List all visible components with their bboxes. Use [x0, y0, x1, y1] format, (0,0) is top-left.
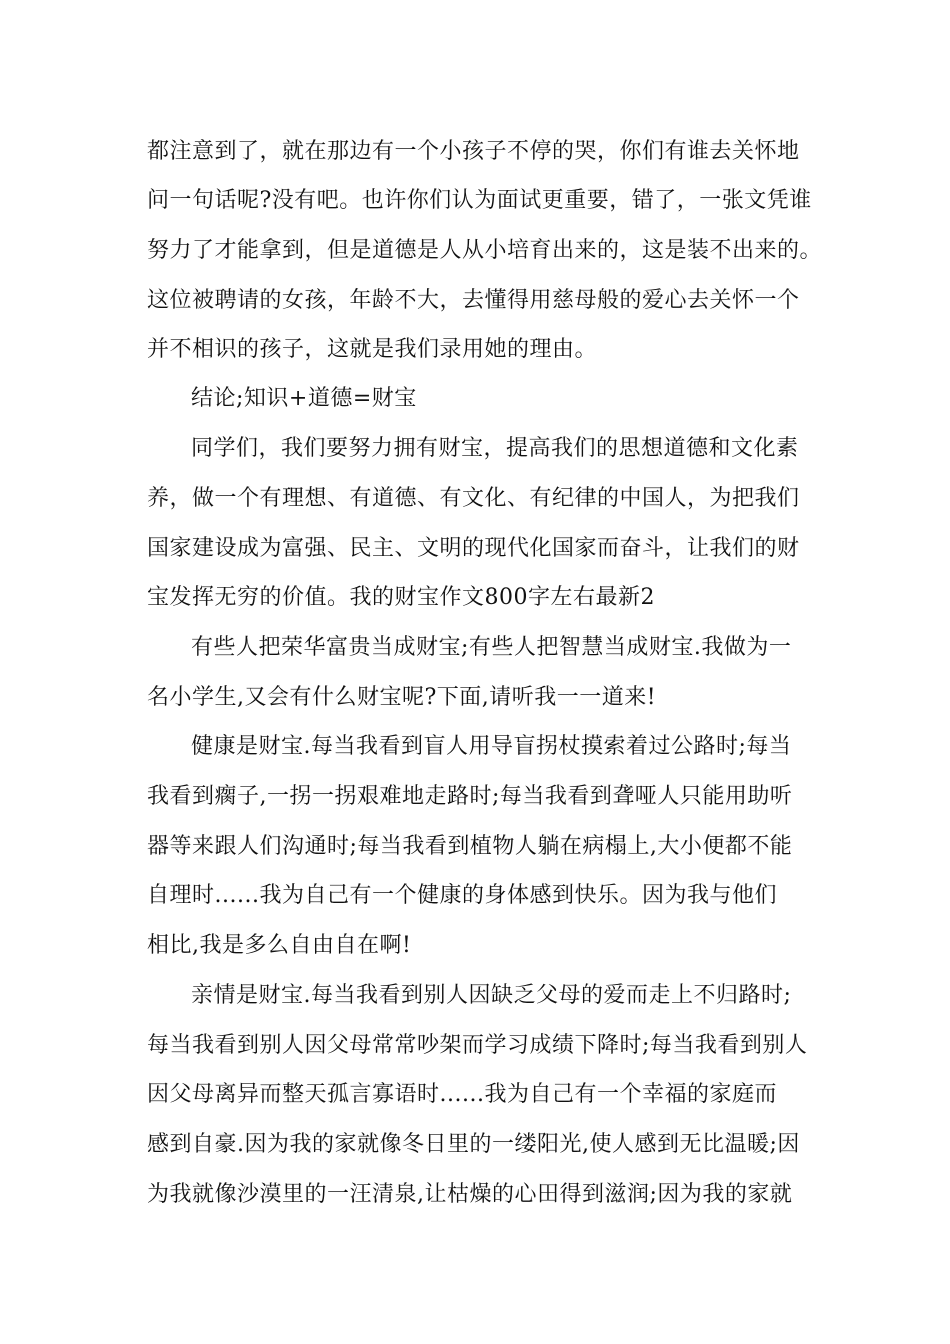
text-line: 健康是财宝.每当我看到盲人用导盲拐杖摸索着过公路时;每当: [191, 734, 792, 759]
text-line: 同学们，我们要努力拥有财宝，提高我们的思想道德和文化素: [191, 436, 799, 461]
conclusion-line: 结论;知识+道德=财宝: [191, 386, 417, 411]
text-line: 这位被聘请的女孩，年龄不大，去懂得用慈母般的爱心去关怀一个: [147, 288, 800, 313]
text-line: 都注意到了，就在那边有一个小孩子不停的哭，你们有谁去关怀地: [147, 139, 800, 164]
text-line: 亲情是财宝.每当我看到别人因缺乏父母的爱而走上不归路时;: [191, 983, 792, 1008]
text-line: 宝发挥无穷的价值。我的财宝作文800字左右最新2: [147, 585, 655, 610]
text-line: 感到自豪.因为我的家就像冬日里的一缕阳光,使人感到无比温暖;因: [147, 1132, 800, 1157]
text-line: 为我就像沙漠里的一汪清泉,让枯燥的心田得到滋润;因为我的家就: [147, 1182, 793, 1207]
text-line: 因父母离异而整天孤言寡语时......我为自己有一个幸福的家庭而: [147, 1082, 777, 1107]
text-line: 我看到瘸子,一拐一拐艰难地走路时;每当我看到聋哑人只能用助听: [147, 784, 793, 809]
text-line: 自理时......我为自己有一个健康的身体感到快乐。因为我与他们: [147, 883, 777, 908]
text-line: 努力了才能拿到，但是道德是人从小培育出来的，这是装不出来的。: [147, 238, 823, 263]
text-line: 名小学生,又会有什么财宝呢?下面,请听我一一道来!: [147, 685, 657, 710]
text-line: 养，做一个有理想、有道德、有文化、有纪律的中国人，为把我们: [147, 486, 800, 511]
text-line: 相比,我是多么自由自在啊!: [147, 933, 412, 958]
text-line: 器等来跟人们沟通时;每当我看到植物人躺在病榻上,大小便都不能: [147, 834, 793, 859]
text-line: 有些人把荣华富贵当成财宝;有些人把智慧当成财宝.我做为一: [191, 635, 792, 660]
text-line: 国家建设成为富强、民主、文明的现代化国家而奋斗，让我们的财: [147, 536, 800, 561]
text-line: 问一句话呢?没有吧。也许你们认为面试更重要，错了，一张文凭谁: [147, 188, 812, 213]
text-line: 每当我看到别人因父母常常吵架而学习成绩下降时;每当我看到别人: [147, 1033, 808, 1058]
text-line: 并不相识的孩子，这就是我们录用她的理由。: [147, 337, 598, 362]
